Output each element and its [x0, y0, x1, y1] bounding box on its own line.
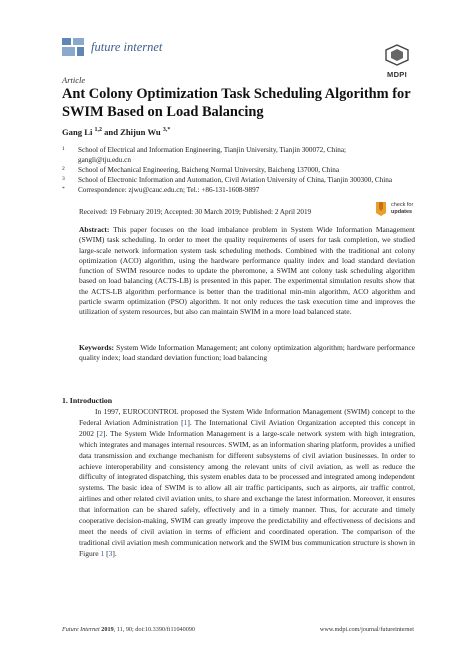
publisher-name: MDPI [387, 70, 407, 79]
paragraph-text: ]. The System Wide Information Management is a large-scale network system with high integration, which integrates and manages internal resources. SWIM, as an information sharing platform, provides a unified data transmission and exchange mechanism for different subsystems of civil aviation businesses. In order to achieve interoperability and consistency among the relevant units of civil aviation, as well as reduce the difficulty of integrated dispatching, this system enables data to be processed and integrated among independent systems. The basic idea of SWIM is to allow all air traffic participants, such as airports, air traffic control, airlines and other related civil aviation units, to share and exchange the latest information. Moreover, it ensures that information can be shared safely, effectively and in a timely manner. Thus, for accurate and timely cooperative decision-making, SWIM can greatly improve the predictability and effectiveness of decisions and meet the needs of civil aviation in terms of efficient and coordinated operation. The comparison of the traditional civil aviation mesh communication network and the SWIM bus communication structure is shown in Figure [79, 428, 415, 558]
footer-citation [62, 626, 195, 633]
check-for-updates-button[interactable] [373, 200, 415, 220]
footer-url[interactable]: www.mdpi.com/journal/futureinternet [319, 626, 414, 633]
abstract-label: Abstract: [79, 225, 110, 234]
check-updates-icon [373, 200, 389, 218]
affiliation-number: 3 [62, 176, 65, 182]
keywords [79, 343, 415, 364]
affiliation-number: 1 [62, 146, 65, 152]
body-paragraph [79, 407, 415, 560]
keywords-label: Keywords: [79, 343, 114, 352]
check-updates-line1: check for [391, 202, 414, 208]
footer-doi[interactable]: , 11, 90; doi:10.3390/fi11040090 [113, 626, 196, 633]
keywords-text: System Wide Information Management; ant colony optimization algorithm; hardware performance quality index; load standard deviation function; load balancing [79, 343, 415, 363]
page-title: Ant Colony Optimization Task Scheduling Algorithm for SWIM Based on Load Balancing [62, 86, 411, 120]
abstract [79, 225, 415, 317]
paragraph-text: In 1997, EUROCONTROL proposed the System Wide Information Management (SWIM) concept to the Federal Aviation Administration [ [79, 407, 415, 427]
citation-link[interactable]: 3 [108, 548, 113, 558]
article-type: Article [62, 75, 86, 85]
correspondence-text[interactable]: Correspondence: zjwu@cauc.edu.cn; Tel.: +86-131-1608-9897 [78, 186, 260, 194]
author-name[interactable]: Gang Li [62, 127, 93, 137]
affiliation-text: School of Electronic Information and Automation, Civil Aviation University of China, Tianjin 300300, China [78, 176, 393, 184]
mdpi-logo-icon [384, 44, 410, 66]
footer-journal: Future Internet [62, 626, 100, 633]
author-affiliation-marker: 1,2 [94, 127, 102, 134]
citation-link[interactable]: 2 [99, 428, 104, 438]
journal-logo-icon [62, 38, 84, 56]
figure-link[interactable]: 1 [100, 548, 105, 558]
affiliation-text: School of Electrical and Information Engineering, Tianjin University, Tianjin 300072, China; [78, 146, 347, 154]
check-updates-line2: updates [391, 208, 413, 215]
affiliation-email[interactable]: gangli@tju.edu.cn [78, 156, 131, 164]
paragraph-text: [ [104, 548, 109, 558]
affiliation-number: * [62, 186, 65, 192]
author-conjunction: and [101, 127, 121, 137]
citation-link[interactable]: 1 [183, 417, 188, 427]
section-heading: 1. Introduction [62, 396, 113, 405]
footer-year: 2019 [99, 626, 114, 633]
abstract-text: This paper focuses on the load imbalance problem in System Wide Information Management (SWIM) task scheduling. In order to meet the quality requirements of users for task completion, we studied large-scale network information system task scheduling methods. Combined with the traditional ant colony optimization (ACO) algorithm, using the hardware performance quality index and load standard deviation function of SWIM resource nodes to update the pheromone, a SWIM ant colony task scheduling algorithm based on load balancing (ACTS-LB) is presented in this paper. The experimental simulation results show that the ACTS-LB algorithm performance is better than the traditional min-min algorithm, ACO algorithm and particle swarm optimization (PSO) algorithm. It not only reduces the task execution time and improves the utilization of system resources, but also can maintain SWIM in a more load balanced state. [79, 225, 415, 316]
publication-dates: Received: 19 February 2019; Accepted: 30 March 2019; Published: 2 April 2019 [79, 208, 312, 216]
journal-name[interactable]: future internet [91, 40, 163, 54]
check-updates-label [391, 202, 413, 215]
paragraph-text: ]. [112, 548, 117, 558]
affiliation-number: 2 [62, 166, 65, 172]
paragraph-text: ]. The International Civil Aviation Organization accepted this concept in 2002 [ [79, 417, 415, 438]
author-affiliation-marker: 3,* [162, 127, 171, 134]
author-list [62, 127, 170, 137]
author-name[interactable]: Zhijun Wu [120, 127, 161, 137]
affiliation-text: School of Mechanical Engineering, Baicheng Normal University, Baicheng 137000, China [78, 166, 340, 174]
